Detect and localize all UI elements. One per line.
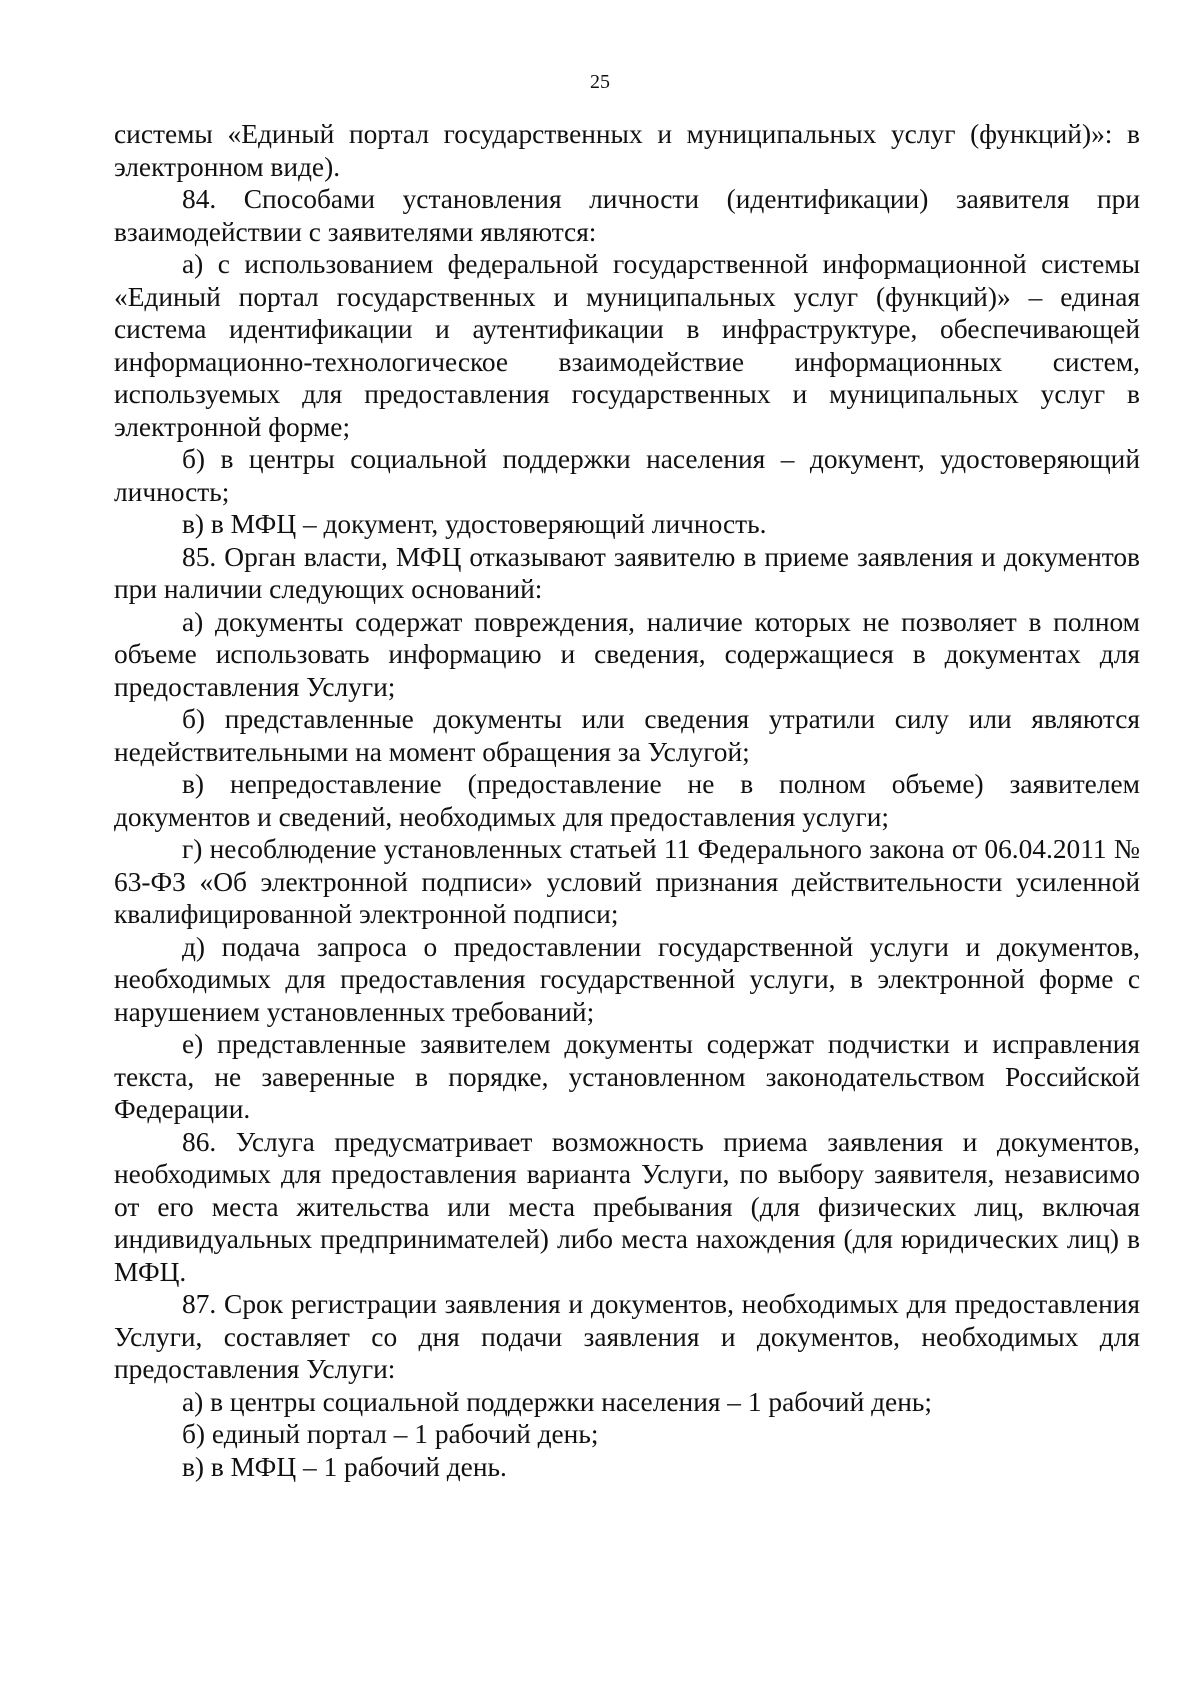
document-body bbox=[114, 118, 1140, 1483]
paragraph-87-a: а) в центры социальной поддержки населения – 1 рабочий день; bbox=[182, 1386, 932, 1417]
paragraph-85-v: в) непредоставление (предоставление не в полном объеме) заявителем документов и сведений, необходимых для предоставления услуги; bbox=[114, 769, 1140, 832]
paragraph-85-e: е) представленные заявителем документы содержат подчистки и исправления текста, не заверенные в порядке, установленном законодательством Российской Федерации. bbox=[114, 1029, 1140, 1124]
paragraph-85-b: б) представленные документы или сведения утратили силу или являются недействительными на момент обращения за Услугой; bbox=[114, 704, 1140, 767]
paragraph-87: 87. Срок регистрации заявления и документов, необходимых для предоставления Услуги, составляет со дня подачи заявления и документов, необходимых для предоставления Услуги: bbox=[114, 1289, 1140, 1384]
paragraph-85: 85. Орган власти, МФЦ отказывают заявителю в приеме заявления и документов при наличии следующих оснований: bbox=[114, 541, 1140, 604]
paragraph-continuation: системы «Единый портал государственных и муниципальных услуг (функций)»: в электронном виде). bbox=[114, 119, 1140, 182]
paragraph-84-v: в) в МФЦ – документ, удостоверяющий личность. bbox=[182, 509, 767, 539]
paragraph-85-d: д) подача запроса о предоставлении государственной услуги и документов, необходимых для предоставления государственной услуги, в электронной форме с нарушением установленных требований; bbox=[114, 931, 1140, 1027]
paragraph-85-g: г) несоблюдение установленных статьей 11 Федерального закона от 06.04.2011 № 63-ФЗ «Об электронной подписи» условий признания действительности усиленной квалифицированной электронной подписи; bbox=[114, 834, 1140, 929]
paragraph-86: 86. Услуга предусматривает возможность приема заявления и документов, необходимых для предоставления варианта Услуги, по выбору заявителя, независимо от его места жительства или места пребывания (для физических лиц, включая индивидуальных предпринимателей) либо места нахождения (для юридических лиц) в МФЦ. bbox=[114, 1126, 1140, 1287]
paragraph-87-b: б) единый портал – 1 рабочий день; bbox=[182, 1419, 599, 1449]
page-number: 25 bbox=[590, 71, 610, 93]
paragraph-84-b: б) в центры социальной поддержки населения – документ, удостоверяющий личность; bbox=[114, 444, 1140, 507]
paragraph-84: 84. Способами установления личности (идентификации) заявителя при взаимодействии с заявителями являются: bbox=[114, 184, 1140, 247]
paragraph-87-v: в) в МФЦ – 1 рабочий день. bbox=[182, 1451, 507, 1482]
paragraph-85-a: а) документы содержат повреждения, наличие которых не позволяет в полном объеме использовать информацию и сведения, содержащиеся в документах для предоставления Услуги; bbox=[114, 606, 1140, 702]
paragraph-84-a: а) с использованием федеральной государственной информационной системы «Единый портал государственных и муниципальных услуг (функций)» – единая система идентификации и аутентификации в инфраструктуре, обеспечивающей информационно-технологическое взаимодействие информационных систем, используемых для предоставления государственных и муниципальных услуг в электронной форме; bbox=[114, 249, 1140, 442]
